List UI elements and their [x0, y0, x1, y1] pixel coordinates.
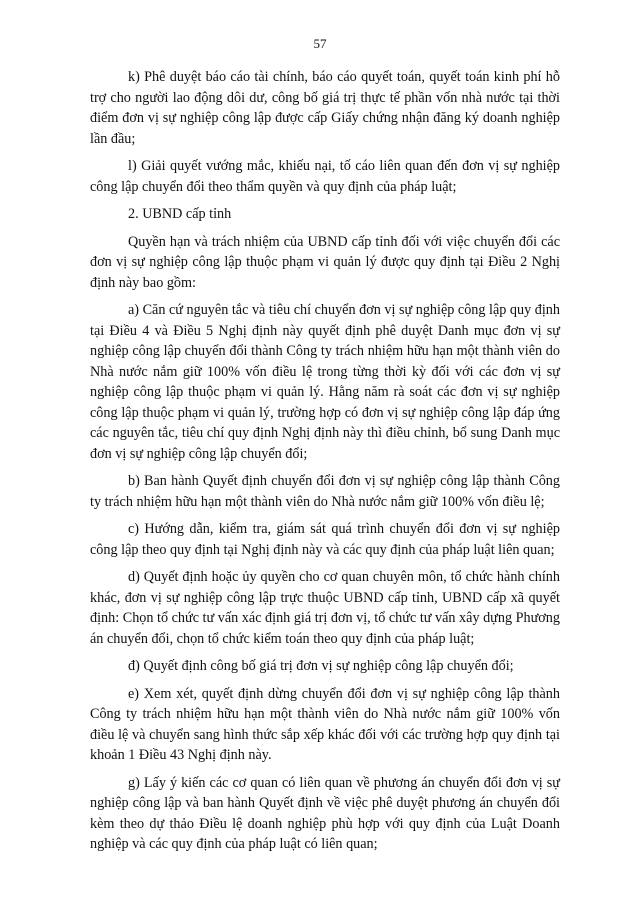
paragraph-d: d) Quyết định hoặc ủy quyền cho cơ quan chuyên môn, tổ chức hành chính khác, đơn vị sự nghiệp công lập trực thuộc UBND cấp tỉnh, UBND cấp xã quyết định: Chọn tổ chức tư vấn xác định giá trị đơn vị, tổ chức tư vấn xây dựng Phương án chuyển đổi, chọn tổ chức kiểm toán theo quy định của pháp luật;	[90, 569, 560, 647]
paragraph-e: e) Xem xét, quyết định dừng chuyển đổi đơn vị sự nghiệp công lập thành Công ty trách nhiệm hữu hạn một thành viên do Nhà nước nắm giữ 100% vốn điều lệ và chuyển sang hình thức sắp xếp khác đối với các trường hợp quy định tại khoản 1 Điều 43 Nghị định này.	[90, 685, 560, 763]
paragraph-g: g) Lấy ý kiến các cơ quan có liên quan về phương án chuyển đổi đơn vị sự nghiệp công lập và ban hành Quyết định về việc phê duyệt phương án chuyển đổi kèm theo dự thảo Điều lệ doanh nghiệp phù hợp với quy định của Luật Doanh nghiệp và các quy định của pháp luật có liên quan;	[90, 774, 560, 852]
page-number: 57	[313, 36, 327, 51]
paragraph-a: a) Căn cứ nguyên tắc và tiêu chí chuyển đơn vị sự nghiệp công lập quy định tại Điều 4 và Điều 5 Nghị định này quyết định phê duyệt Danh mục đơn vị sự nghiệp công lập chuyển đổi thành Công ty trách nhiệm hữu hạn một thành viên do Nhà nước nắm giữ 100% vốn điều lệ trong từng thời kỳ đối với các đơn vị sự nghiệp công lập thuộc phạm vi quản lý. Hằng năm rà soát các đơn vị sự nghiệp công lập thuộc phạm vi quản lý, trường hợp có đơn vị sự nghiệp công lập đáp ứng các nguyên tắc, tiêu chí quy định Nghị định này thì điều chỉnh, bổ sung Danh mục đơn vị sự nghiệp công lập chuyển đổi;	[90, 302, 560, 462]
section-heading-ubnd-cap-tinh: 2. UBND cấp tỉnh	[128, 206, 232, 222]
paragraph-c: c) Hướng dẫn, kiểm tra, giám sát quá trình chuyển đổi đơn vị sự nghiệp công lập theo quy định tại Nghị định này và các quy định của pháp luật liên quan;	[90, 521, 560, 558]
paragraph-intro: Quyền hạn và trách nhiệm của UBND cấp tỉnh đối với việc chuyển đổi các đơn vị sự nghiệp công lập thuộc phạm vi quản lý được quy định tại Điều 2 Nghị định này bao gồm:	[90, 233, 560, 291]
paragraph-l: l) Giải quyết vướng mắc, khiếu nại, tố cáo liên quan đến đơn vị sự nghiệp công lập chuyển đổi theo thẩm quyền và quy định của pháp luật;	[90, 158, 560, 195]
paragraph-b: b) Ban hành Quyết định chuyển đổi đơn vị sự nghiệp công lập thành Công ty trách nhiệm hữu hạn một thành viên do Nhà nước nắm giữ 100% vốn điều lệ;	[90, 473, 560, 510]
document-body	[90, 67, 560, 862]
paragraph-dd: đ) Quyết định công bố giá trị đơn vị sự nghiệp công lập chuyển đổi;	[128, 658, 514, 674]
paragraph-k: k) Phê duyệt báo cáo tài chính, báo cáo quyết toán, quyết toán kinh phí hỗ trợ cho người lao động dôi dư, công bố giá trị thực tế phần vốn nhà nước tại thời điểm đơn vị sự nghiệp công lập được cấp Giấy chứng nhận đăng ký doanh nghiệp lần đầu;	[90, 69, 560, 147]
